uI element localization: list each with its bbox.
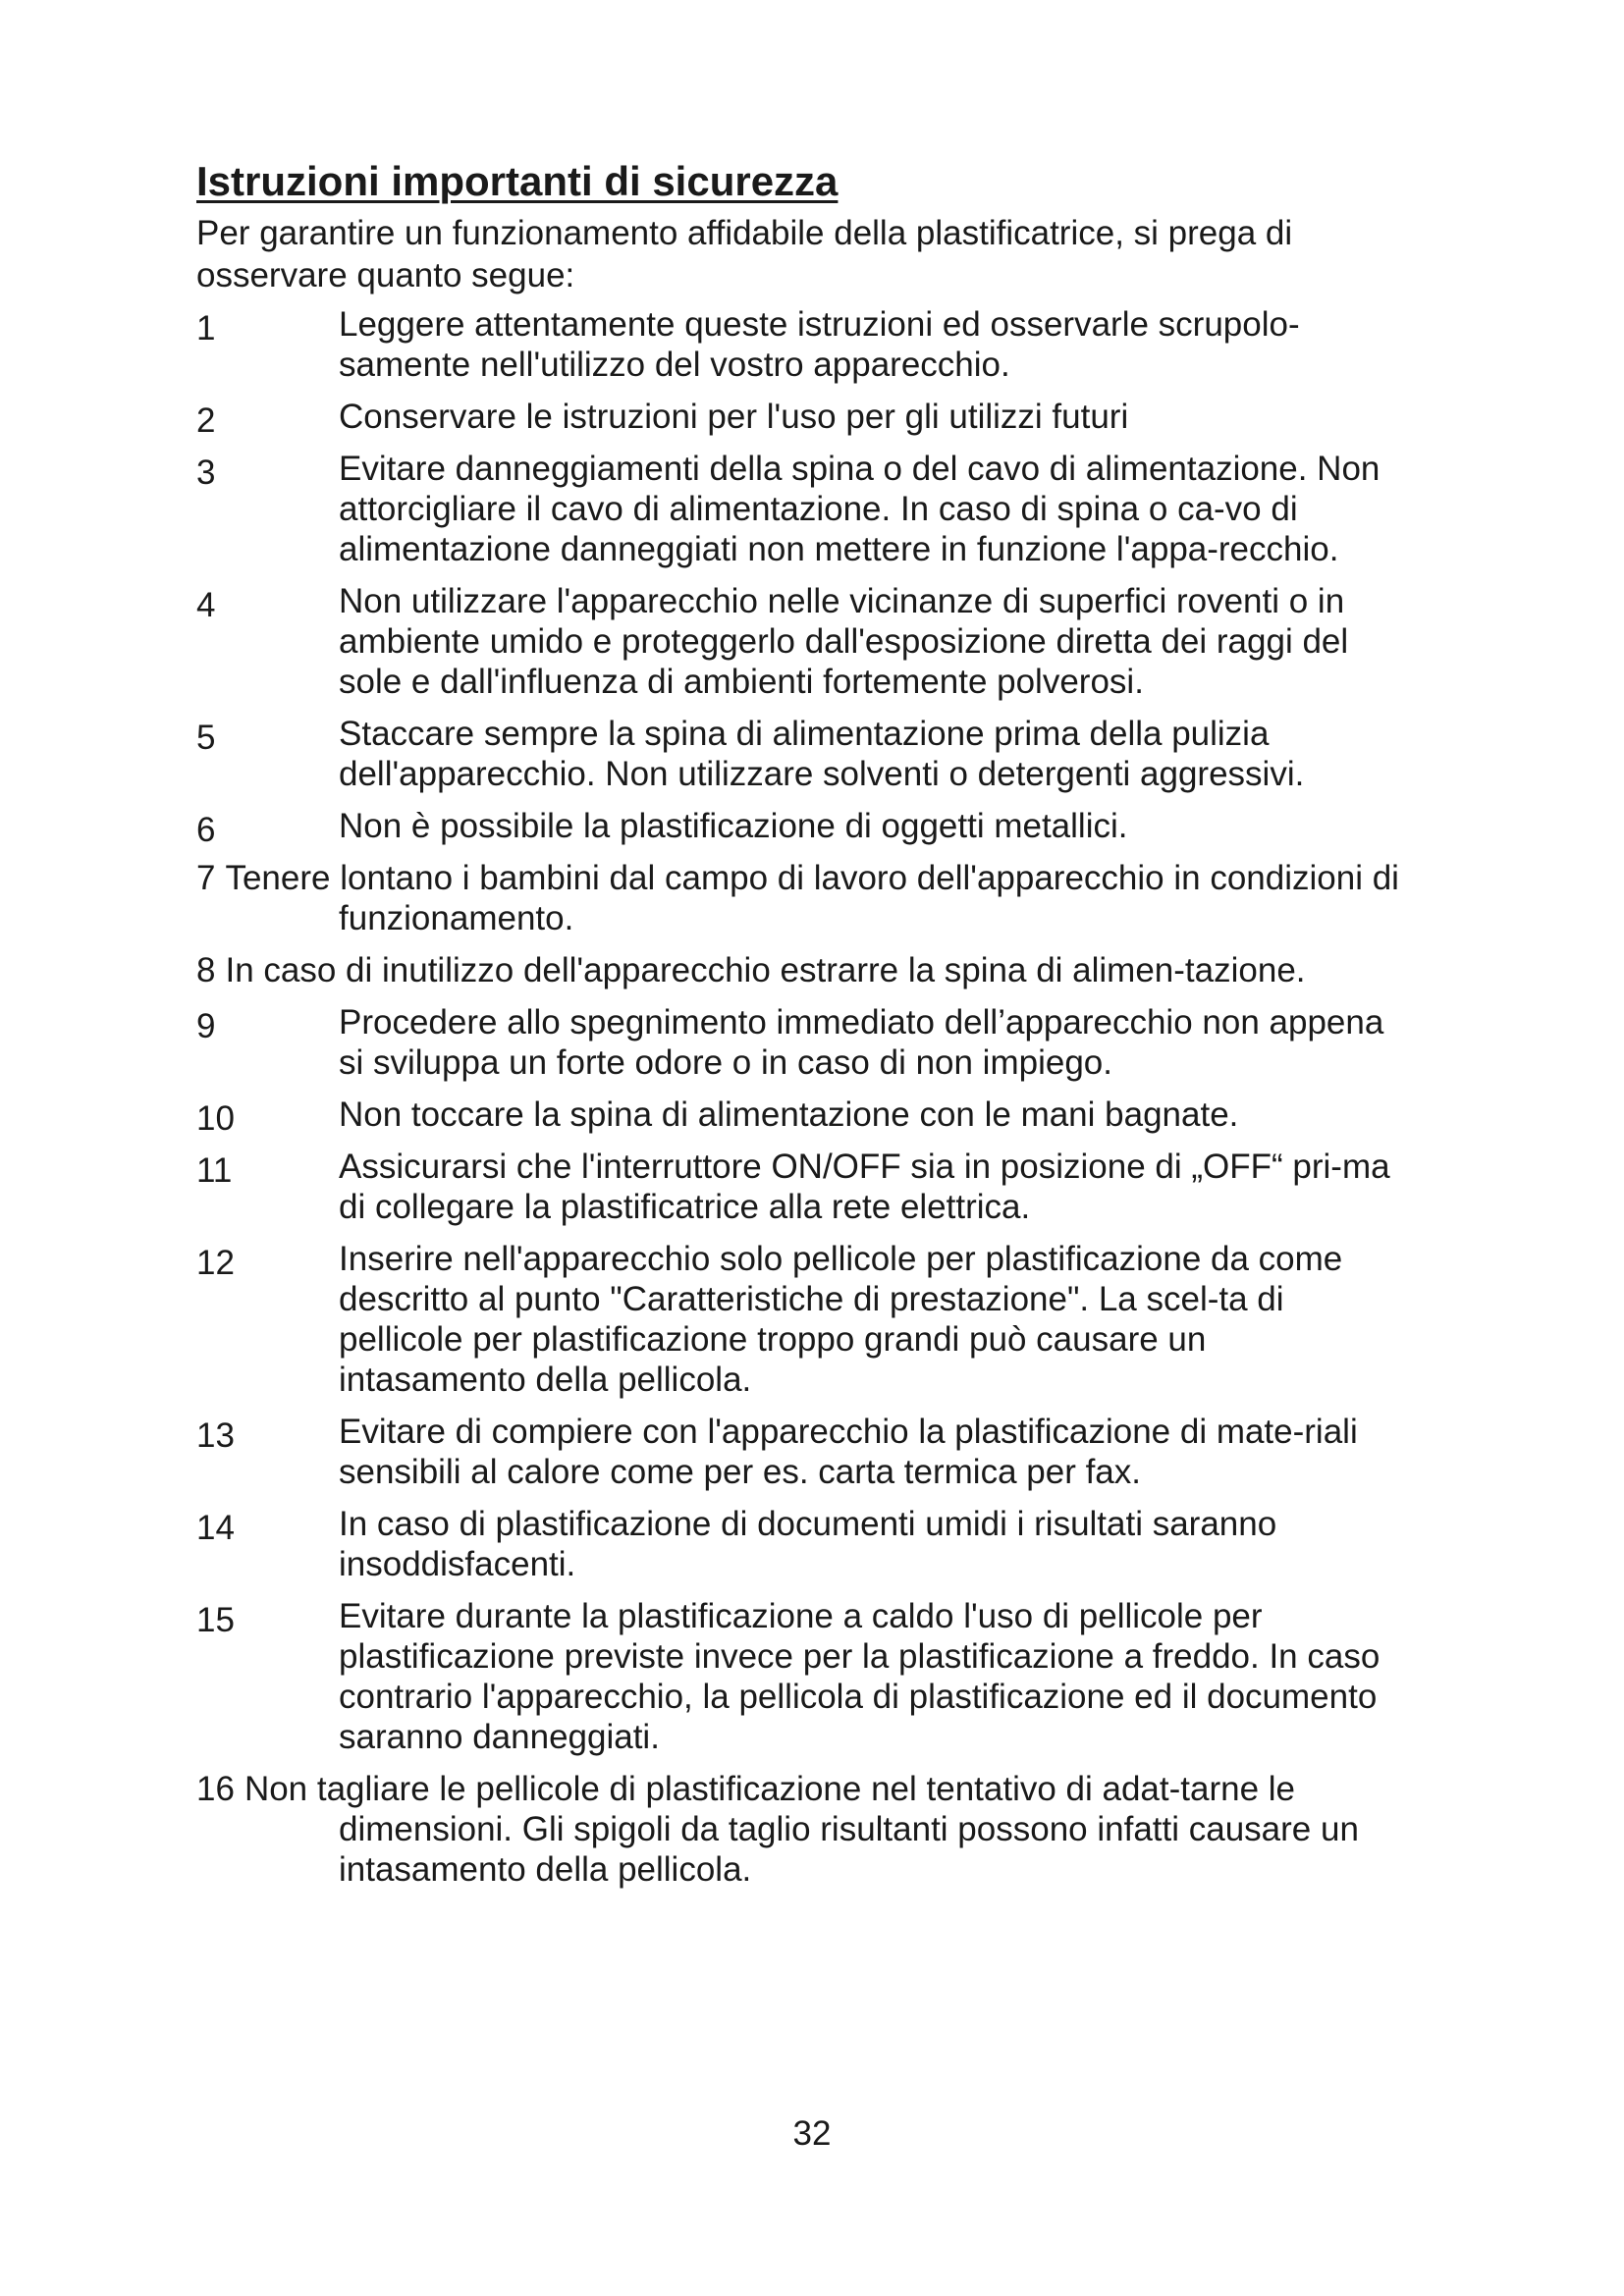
item-text: In caso di inutilizzo dell'apparecchio estrarre la spina di alimen-tazione.: [225, 951, 1306, 989]
list-item: [196, 1147, 1434, 1227]
list-item: [196, 1239, 1434, 1400]
item-text: Leggere attentamente queste istruzioni ed osservarle scrupolo-samente nell'utilizzo del vostro apparecchio.: [339, 305, 1300, 384]
item-text: Conservare le istruzioni per l'uso per gli utilizzi futuri: [339, 398, 1129, 436]
item-number: 12: [196, 1244, 235, 1282]
item-number: 14: [196, 1509, 235, 1547]
item-number: 16: [196, 1770, 235, 1808]
item-text: Evitare di compiere con l'apparecchio la plastificazione di mate-riali sensibili al calore come per es. carta termica per fax.: [339, 1413, 1358, 1491]
item-number: 7: [196, 859, 216, 897]
item-text: Evitare durante la plastificazione a caldo l'uso di pellicole per plastificazione previste invece per la plastificazione a freddo. In caso contrario l'apparecchio, la pellicola di plastificazione ed il documento saranno danneggiati.: [339, 1597, 1380, 1756]
item-text: Non tagliare le pellicole di plastificazione nel tentativo di adat-tarne le dimensioni. Gli spigoli da taglio risultanti possono infatti causare un intasamento della pellicola.: [244, 1770, 1359, 1889]
item-text: Non toccare la spina di alimentazione con le mani bagnate.: [339, 1095, 1239, 1134]
list-item: [196, 1412, 1434, 1492]
item-text: Tenere lontano i bambini dal campo di lavoro dell'apparecchio in condizioni di funzionamento.: [225, 859, 1399, 937]
list-item: [196, 950, 1399, 990]
list-item: [196, 1002, 1434, 1083]
page-number: 32: [792, 2114, 832, 2153]
list-item: [196, 858, 1399, 938]
item-number: 10: [196, 1099, 235, 1138]
item-text: Evitare danneggiamenti della spina o del cavo di alimentazione. Non attorcigliare il cavo di alimentazione. In caso di spina o ca-vo di alimentazione danneggiati non mettere in funzione l'appa-recchio.: [339, 450, 1380, 568]
item-number: 3: [196, 454, 216, 492]
page-title: Istruzioni importanti di sicurezza: [196, 158, 839, 204]
item-text: Procedere allo spegnimento immediato dell’apparecchio non appena si sviluppa un forte odore o in caso di non impiego.: [339, 1003, 1384, 1082]
list-item: [196, 304, 1434, 385]
intro-paragraph: Per garantire un funzionamento affidabile della plastificatrice, si prega di osservare quanto segue:: [196, 214, 1293, 294]
item-number: 1: [196, 309, 216, 347]
item-number: 6: [196, 811, 216, 849]
item-number: 15: [196, 1601, 235, 1639]
list-item: [196, 1095, 1434, 1138]
item-text: In caso di plastificazione di documenti umidi i risultati saranno insoddisfacenti.: [339, 1505, 1277, 1583]
item-number: 2: [196, 401, 216, 440]
item-number: 13: [196, 1416, 235, 1455]
item-number: 5: [196, 719, 216, 757]
safety-instructions-list: [196, 304, 1434, 1890]
list-item: [196, 1504, 1434, 1584]
item-text: Assicurarsi che l'interruttore ON/OFF sia in posizione di „OFF“ pri-ma di collegare la plastificatrice alla rete elettrica.: [339, 1148, 1390, 1226]
document-page: [196, 157, 1434, 1901]
list-item: [196, 1769, 1399, 1890]
item-text: Staccare sempre la spina di alimentazione prima della pulizia dell'apparecchio. Non utilizzare solventi o detergenti aggressivi.: [339, 715, 1305, 793]
list-item: [196, 397, 1434, 440]
item-number: 9: [196, 1007, 216, 1045]
item-text: Inserire nell'apparecchio solo pellicole per plastificazione da come descritto al punto "Caratteristiche di prestazione". La scel-ta di pellicole per plastificazione troppo grandi può causare un intasamento della pellicola.: [339, 1240, 1343, 1399]
list-item: [196, 714, 1434, 794]
item-text: Non è possibile la plastificazione di oggetti metallici.: [339, 807, 1128, 845]
item-number: 11: [196, 1151, 233, 1190]
list-item: [196, 581, 1434, 702]
list-item: [196, 449, 1434, 569]
item-number: 4: [196, 586, 216, 624]
list-item: [196, 806, 1434, 849]
list-item: [196, 1596, 1434, 1757]
item-number: 8: [196, 951, 216, 989]
item-text: Non utilizzare l'apparecchio nelle vicinanze di superfici roventi o in ambiente umido e proteggerlo dall'esposizione diretta dei raggi del sole e dall'influenza di ambienti fortemente polverosi.: [339, 582, 1349, 701]
